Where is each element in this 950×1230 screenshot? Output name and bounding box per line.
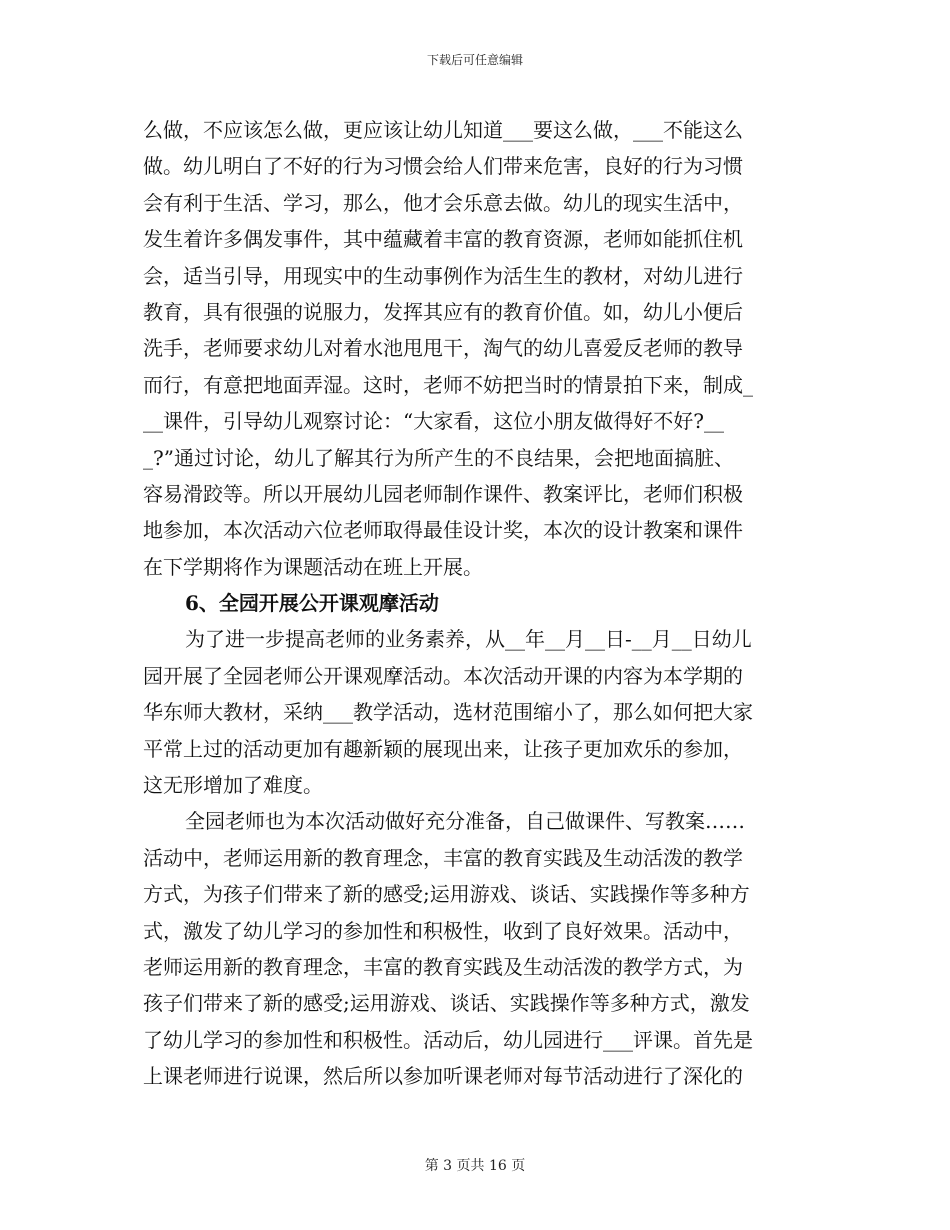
text-line: 洗手，老师要求幼儿对着水池甩甩干，淘气的幼儿喜爱反老师的教导 xyxy=(143,336,743,361)
text-line: 而行，有意把地面弄湿。这时，老师不妨把当时的情景拍下来，制成_ xyxy=(143,372,753,397)
text-line: 上课老师进行说课，然后所以参加听课老师对每节活动进行了深化的 xyxy=(143,1064,743,1089)
text-line: 园开展了全园老师公开课观摩活动。本次活动开课的内容为本学期的 xyxy=(143,663,743,688)
text-line: 会有利于生活、学习，那么，他才会乐意去做。幼儿的现实生活中， xyxy=(143,190,743,215)
text-line: 这无形增加了难度。 xyxy=(143,773,323,798)
text-line: 在下学期将作为课题活动在班上开展。 xyxy=(143,554,483,579)
text-line: 教育，具有很强的说服力，发挥其应有的教育价值。如，幼儿小便后 xyxy=(143,299,743,324)
section-heading: 6、全园开展公开课观摩活动 xyxy=(185,591,439,616)
document-body xyxy=(143,112,813,1095)
text-line: 孩子们带来了新的感受;运用游戏、谈话、实践操作等多种方式，激发 xyxy=(143,991,750,1016)
text-line: 式，激发了幼儿学习的参加性和积极性，收到了良好效果。活动中， xyxy=(143,918,743,943)
text-line: 华东师大教材，采纳___教学活动，选材范围缩小了，那么如何把大家 xyxy=(143,700,753,725)
text-line: 容易滑跤等。所以开展幼儿园老师制作课件、教案评比，老师们积极 xyxy=(143,481,743,506)
page-header-note: 下载后可任意编辑 xyxy=(426,53,523,67)
text-line: 活动中，老师运用新的教育理念，丰富的教育实践及生动活泼的教学 xyxy=(143,845,743,870)
text-line: 么做，不应该怎么做，更应该让幼儿知道___要这么做，___不能这么 xyxy=(143,118,743,142)
text-line: 为了进一步提高老师的业务素养，从__年__月__日-__月__日幼儿 xyxy=(185,627,752,652)
page-footer-number: 第 3 页共 16 页 xyxy=(424,1158,526,1174)
text-line: 老师运用新的教育理念，丰富的教育实践及生动活泼的教学方式，为 xyxy=(143,954,743,979)
text-line: 会，适当引导，用现实中的生动事例作为活生生的教材，对幼儿进行 xyxy=(143,263,743,288)
text-line: 方式，为孩子们带来了新的感受;运用游戏、谈话、实践操作等多种方 xyxy=(143,882,750,907)
text-line: 地参加，本次活动六位老师取得最佳设计奖，本次的设计教案和课件 xyxy=(143,518,743,543)
text-line: 平常上过的活动更加有趣新颖的展现出来，让孩子更加欢乐的参加， xyxy=(143,736,743,761)
text-line: _?”通过讨论，幼儿了解其行为所产生的不良结果，会把地面搞脏、 xyxy=(143,445,734,470)
text-line: 发生着许多偶发事件，其中蕴藏着丰富的教育资源，老师如能抓住机 xyxy=(143,227,743,252)
text-line: 全园老师也为本次活动做好充分准备，自己做课件、写教案…… xyxy=(185,809,745,834)
text-line: 做。幼儿明白了不好的行为习惯会给人们带来危害，良好的行为习惯 xyxy=(143,154,743,179)
text-line: 了幼儿学习的参加性和积极性。活动后，幼儿园进行___评课。首先是 xyxy=(143,1027,753,1052)
text-line: __课件，引导幼儿观察讨论：“大家看，这位小朋友做得好不好?__ xyxy=(143,409,724,434)
